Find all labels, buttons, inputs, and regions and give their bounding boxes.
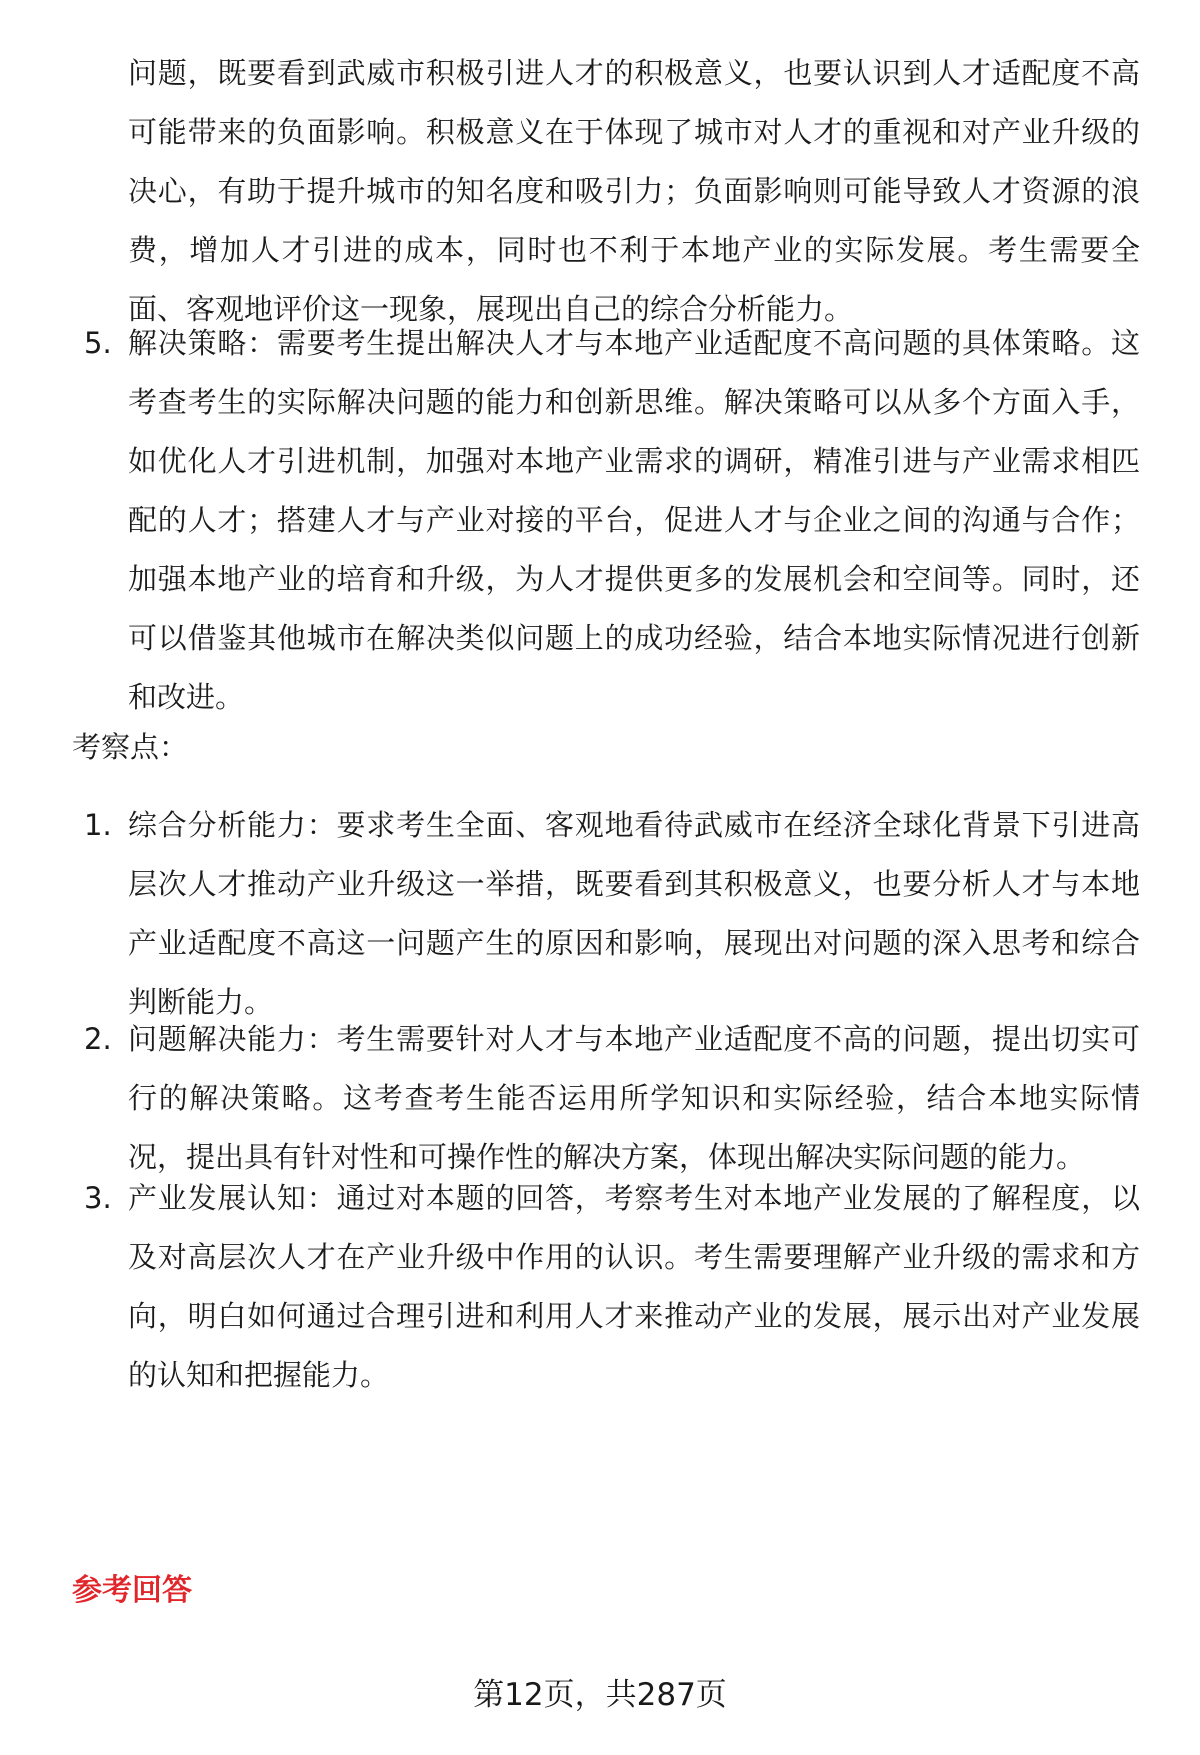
list-item-text: 解决策略：需要考生提出解决人才与本地产业适配度不高问题的具体策略。这考查考生的实际解决问题的能力和创新思维。解决策略可以从多个方面入手，如优化人才引进机制，加强对本地产业需求的调研，精准引进与产业需求相匹配的人才；搭建人才与产业对接的平台，促进人才与企业之间的沟通与合作；加强本地产业的培育和升级，为人才提供更多的发展机会和空间等。同时，还可以借鉴其他城市在解决类似问题上的成功经验，结合本地实际情况进行创新和改进。 <box>128 326 1140 714</box>
list-number: 1. <box>84 808 112 842</box>
section-heading-exam-points: 考察点： <box>72 730 189 764</box>
reference-answer-heading: 参考回答 <box>72 1573 192 1608</box>
list-number: 5. <box>84 326 112 360</box>
list-item-text: 综合分析能力：要求考生全面、客观地看待武威市在经济全球化背景下引进高层次人才推动产业升级这一举措，既要看到其积极意义，也要分析人才与本地产业适配度不高这一问题产生的原因和影响，展现出对问题的深入思考和综合判断能力。 <box>128 808 1140 1019</box>
list-number: 2. <box>84 1022 112 1056</box>
intro-paragraph: 问题，既要看到武威市积极引进人才的积极意义，也要认识到人才适配度不高可能带来的负面影响。积极意义在于体现了城市对人才的重视和对产业升级的决心，有助于提升城市的知名度和吸引力；负面影响则可能导致人才资源的浪费，增加人才引进的成本，同时也不利于本地产业的实际发展。考生需要全面、客观地评价这一现象，展现出自己的综合分析能力。 <box>128 56 1140 326</box>
list-item-text: 产业发展认知：通过对本题的回答，考察考生对本地产业发展的了解程度，以及对高层次人才在产业升级中作用的认识。考生需要理解产业升级的需求和方向，明白如何通过合理引进和利用人才来推动产业的发展，展示出对产业发展的认知和把握能力。 <box>128 1181 1140 1392</box>
list-item-text: 问题解决能力：考生需要针对人才与本地产业适配度不高的问题，提出切实可行的解决策略。这考查考生能否运用所学知识和实际经验，结合本地实际情况，提出具有针对性和可操作性的解决方案，体现出解决实际问题的能力。 <box>128 1022 1140 1174</box>
list-number: 3. <box>84 1181 112 1215</box>
page-indicator: 第12页，共287页 <box>473 1677 727 1713</box>
